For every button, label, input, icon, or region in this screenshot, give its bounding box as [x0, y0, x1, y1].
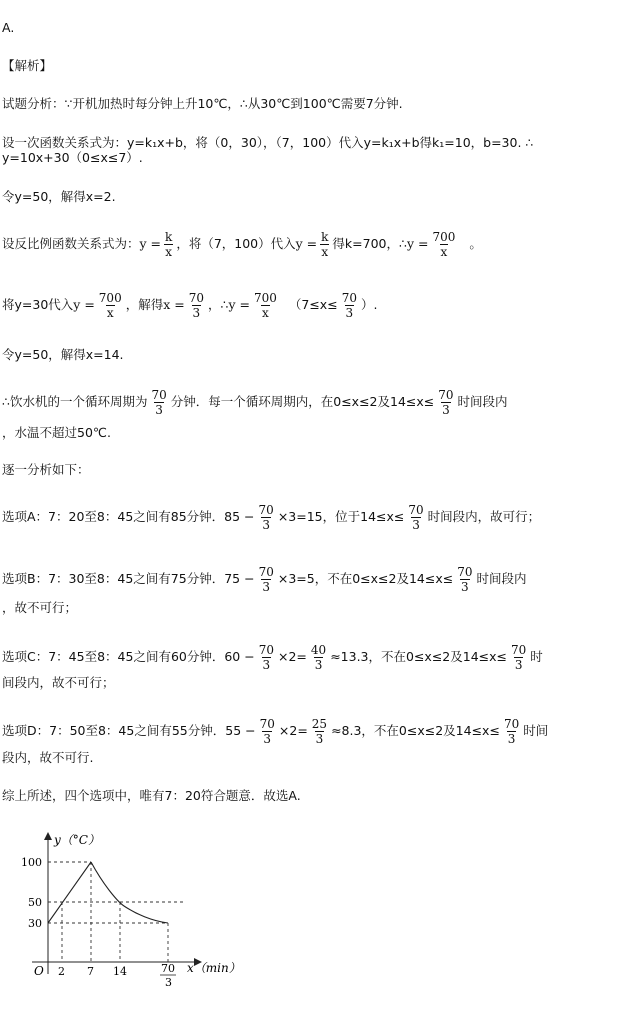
x-tick-2: 2	[58, 965, 65, 978]
fraction-70-over-3	[510, 643, 527, 672]
text-segment: ）.	[360, 297, 378, 312]
option-b-line	[2, 562, 527, 596]
y-axis-arrow-icon	[44, 832, 52, 840]
option-c-line-continued: 间段内，故不可行；	[2, 675, 115, 690]
linear-function-line-b: y=10x+30（0≤x≤7）.	[2, 150, 143, 165]
text-segment: ≈8.3，不在0≤x≤2及14≤x≤	[331, 723, 500, 738]
x-tick-70-numerator: 70	[161, 962, 175, 975]
cycle-line	[2, 385, 508, 419]
numerator: 70	[258, 564, 274, 579]
temperature-graph	[0, 826, 260, 996]
x-tick-14: 14	[113, 965, 127, 978]
x-tick-70-denominator: 3	[165, 976, 172, 989]
numerator: k	[165, 229, 173, 244]
inverse-function-line	[2, 227, 482, 261]
equation-lhs: y =	[73, 297, 95, 312]
numerator: 70	[151, 387, 167, 402]
text-segment: ，∴	[208, 297, 229, 312]
fraction-k-over-x	[320, 230, 329, 259]
denominator: 3	[314, 657, 323, 672]
text-segment: ×3=15，位于14≤x≤	[277, 509, 405, 524]
numerator: 70	[188, 290, 204, 305]
equation-lhs: x =	[163, 297, 185, 312]
text-segment: 选项B：7：30至8：45之间有75分钟．75 −	[2, 571, 255, 586]
numerator: k	[321, 229, 329, 244]
cycle-line-continued: ，水温不超过50℃.	[2, 425, 111, 440]
heating-line	[48, 862, 91, 923]
denominator: 3	[412, 517, 420, 532]
denominator: x	[106, 305, 114, 320]
numerator: 70	[503, 716, 520, 731]
denominator: x	[321, 244, 329, 259]
fraction-70-over-3	[259, 717, 276, 746]
denominator: 3	[263, 731, 272, 746]
origin-label: O	[34, 964, 44, 978]
numerator: 70	[511, 642, 527, 657]
fraction-70-over-3	[258, 503, 275, 532]
fraction-70-over-3	[258, 565, 275, 594]
text-segment: 时间段内	[476, 571, 527, 586]
x-tick-7: 7	[87, 965, 94, 978]
y-tick-100: 100	[21, 856, 42, 869]
numerator: 70	[438, 387, 454, 402]
denominator: 3	[262, 579, 271, 594]
denominator: 3	[345, 305, 354, 320]
y-axis-label: y（°C）	[54, 833, 100, 847]
equation-lhs: y =	[295, 236, 318, 251]
text-segment: （7≤x≤	[288, 297, 338, 312]
text-segment: 得k=700，∴	[332, 236, 407, 251]
text-segment: ×3=5，不在0≤x≤2及14≤x≤	[277, 571, 454, 586]
text-segment: ，解得	[125, 297, 164, 312]
text-segment: 将y=30代入	[2, 297, 74, 312]
fraction-70-over-3	[437, 388, 454, 417]
y-tick-50: 50	[28, 896, 42, 909]
denominator: 3	[155, 402, 163, 417]
fraction-40-over-3	[310, 643, 327, 672]
fraction-700-over-x	[253, 291, 278, 320]
numerator: 700	[98, 290, 122, 305]
text-segment: 。	[469, 236, 482, 251]
equation-lhs: y =	[406, 236, 429, 251]
text-segment: 分钟．每一个循环周期内，在0≤x≤2及14≤x≤	[170, 394, 435, 409]
text-segment: ×2=	[278, 723, 308, 738]
fraction-70-over-3	[258, 643, 275, 672]
numerator: 70	[457, 564, 473, 579]
equation-lhs: y =	[228, 297, 250, 312]
option-c-line	[2, 640, 543, 674]
numerator: 70	[408, 502, 424, 517]
denominator: 3	[262, 657, 271, 672]
option-d-line	[2, 714, 548, 748]
denominator: 3	[315, 731, 324, 746]
numerator: 700	[253, 290, 277, 305]
cooling-curve	[91, 862, 168, 923]
substitute-line	[2, 288, 377, 322]
analysis-heading: 【解析】	[2, 58, 53, 73]
answer-text: A.	[2, 20, 15, 35]
text-segment: ×2=	[278, 649, 307, 664]
option-a-line	[2, 500, 540, 534]
text-segment: 时间段内	[457, 394, 508, 409]
fraction-70-over-3	[407, 503, 424, 532]
text-segment: 选项C：7：45至8：45之间有60分钟．60 −	[2, 649, 255, 664]
denominator: x	[262, 305, 269, 320]
text-segment: 选项A：7：20至8：45之间有85分钟．85 −	[2, 509, 255, 524]
numerator: 70	[258, 502, 274, 517]
text-segment: ，将（7，100）代入	[176, 236, 296, 251]
denominator: 3	[461, 579, 469, 594]
denominator: x	[165, 244, 173, 259]
x-axis-label: x（min）	[187, 961, 241, 975]
summary-line: 综上所述，四个选项中，唯有7：20符合题意．故选A.	[2, 788, 301, 803]
option-d-line-continued: 段内，故不可行.	[2, 750, 94, 765]
denominator: 3	[514, 657, 523, 672]
fraction-k-over-x	[164, 230, 173, 259]
numerator: 25	[311, 716, 328, 731]
fraction-70-over-3	[456, 565, 473, 594]
fraction-70-over-3	[188, 291, 205, 320]
fraction-25-over-3	[311, 717, 328, 746]
text-segment: ≈13.3，不在0≤x≤2及14≤x≤	[330, 649, 507, 664]
y-tick-30: 30	[28, 917, 42, 930]
analysis-line-1: 试题分析：∵开机加热时每分钟上升10℃，∴从30℃到100℃需要7分钟.	[2, 96, 403, 111]
solve-line-2: 令y=50，解得x=14.	[2, 347, 124, 362]
text-segment: 设反比例函数关系式为：	[2, 236, 140, 251]
fraction-70-over-3	[341, 291, 358, 320]
analysis-intro: 逐一分析如下：	[2, 462, 90, 477]
fraction-70-over-3	[150, 388, 167, 417]
text-segment: 时间	[523, 723, 549, 738]
denominator: 3	[442, 402, 450, 417]
numerator: 40	[310, 642, 327, 657]
numerator: 70	[341, 290, 357, 305]
denominator: 3	[262, 517, 270, 532]
text-segment: 时间段内，故可行；	[427, 509, 541, 524]
fraction-70-over-3	[503, 717, 520, 746]
denominator: x	[440, 244, 448, 259]
equation-lhs: y =	[139, 236, 162, 251]
numerator: 70	[258, 642, 274, 657]
text-segment: ∴饮水机的一个循环周期为	[2, 394, 148, 409]
numerator: 700	[432, 229, 456, 244]
text-segment: 选项D：7：50至8：45之间有55分钟．55 −	[2, 723, 256, 738]
denominator: 3	[192, 305, 201, 320]
fraction-700-over-x	[431, 230, 456, 259]
denominator: 3	[507, 731, 516, 746]
option-b-line-continued: ，故不可行；	[2, 600, 78, 615]
numerator: 70	[259, 716, 275, 731]
linear-function-line-a: 设一次函数关系式为：y=k₁x+b，将（0，30），（7，100）代入y=k₁x+b得k₁=10，b=30. ∴	[2, 135, 534, 150]
text-segment: 时	[530, 649, 543, 664]
solve-line-1: 令y=50，解得x=2.	[2, 189, 116, 204]
fraction-700-over-x	[98, 291, 123, 320]
